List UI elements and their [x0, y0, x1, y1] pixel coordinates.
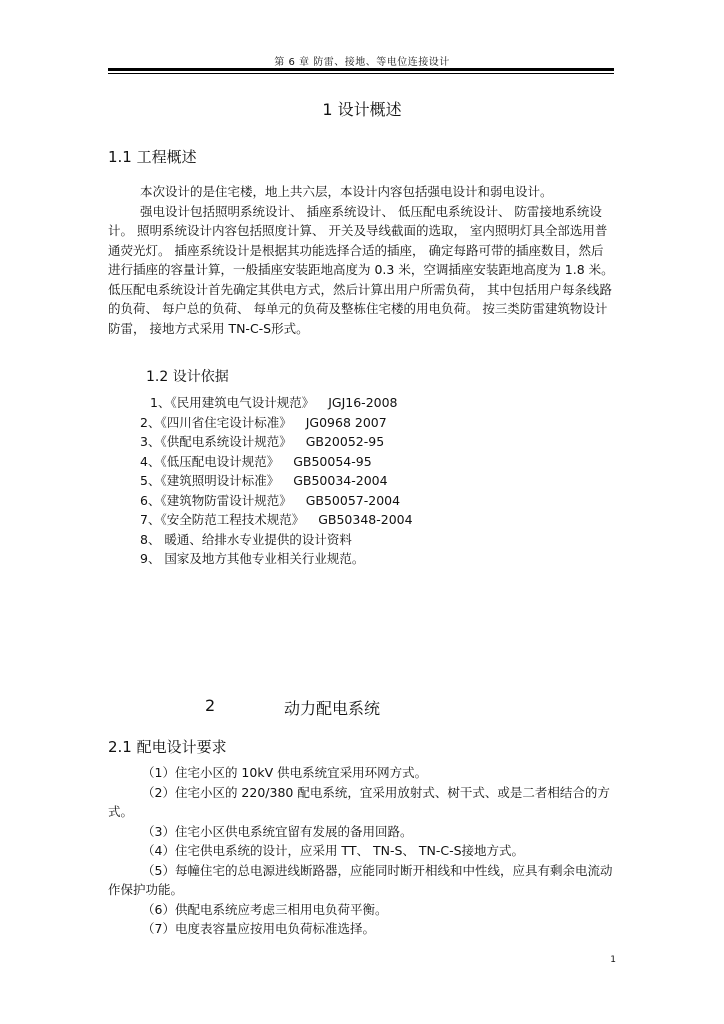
chapter-title: 1 设计概述 [322, 100, 402, 119]
requirement-item: （1）住宅小区的 10kV 供电系统宜采用环网方式。 [142, 765, 428, 780]
standard-name: 9、 国家及地方其他专业相关行业规范。 [140, 551, 365, 566]
standard-name: 1、《民用建筑电气设计规范》 [150, 395, 315, 410]
list-item [140, 471, 413, 491]
list-item [140, 549, 413, 569]
overview-paragraph-2: 强电设计包括照明系统设计、 插座系统设计、 低压配电系统设计、 防雷接地系统设计。 照明系统设计内容包括照度计算、 开关及导线截面的选取， 室内照明灯具全部选用普通荧光灯。 插座系统设计是根据其功能选择合适的插座， 确定每路可带的插座数目，然后进行插座的容量计算，一般插座安装距地高度为 0.3 米，空调插座安装距地高度为 1.8 米。低压配电系统设计首先确定其供电方式，然后计算出用户所需负荷， 其中包括用户每条线路的负荷、 每户总的负荷、 每单元的负荷及整栋住宅楼的用电负荷。 按三类防雷建筑物设计防雷， 接地方式采用 TN-C-S形式。 [108, 203, 614, 336]
overview-paragraphs [108, 182, 614, 338]
requirement-item: （3）住宅小区供电系统宜留有发展的备用回路。 [142, 823, 413, 839]
requirement-item: （6）供配电系统应考虑三相用电负荷平衡。 [142, 901, 388, 917]
section-2-title: 动力配电系统 [284, 699, 381, 718]
standard-code: GB50054-95 [293, 453, 372, 469]
standard-name: 3、《供配电系统设计规范》 [140, 434, 292, 449]
list-item [140, 491, 413, 511]
requirement-item: （7）电度表容量应按用电负荷标准选择。 [142, 921, 375, 936]
standard-code: JG0968 2007 [305, 414, 387, 430]
section-heading-1-1: 1.1 工程概述 [108, 148, 197, 166]
running-header: 第 6 章 防雷、接地、等电位连接设计 [274, 57, 450, 68]
list-item [140, 413, 413, 433]
standard-name: 2、《四川省住宅设计标准》 [140, 414, 292, 430]
standard-code: JGJ16-2008 [328, 395, 398, 410]
list-item [140, 452, 413, 472]
list-item [140, 510, 413, 530]
section-heading-1-2: 1.2 设计依据 [146, 369, 229, 385]
section-2-number: 2 [205, 696, 216, 715]
standard-name: 8、 暖通、给排水专业提供的设计资料 [140, 531, 352, 547]
overview-paragraph-1: 本次设计的是住宅楼，地上共六层，本设计内容包括强电设计和弱电设计。 [140, 184, 553, 199]
requirement-item: （4）住宅供电系统的设计，应采用 TT、 TN-S、 TN-C-S接地方式。 [142, 843, 525, 858]
list-item [140, 432, 413, 452]
page-number: 1 [610, 955, 616, 965]
standard-name: 5、《建筑照明设计标准》 [140, 473, 280, 488]
section-heading-2-1: 2.1 配电设计要求 [108, 738, 227, 756]
standard-name: 4、《低压配电设计规范》 [140, 453, 280, 469]
design-basis-list [140, 393, 413, 569]
standard-code: GB50348-2004 [318, 512, 413, 527]
standard-name: 6、《建筑物防雷设计规范》 [140, 492, 292, 508]
requirement-item: （5）每幢住宅的总电源进线断路器，应能同时断开相线和中性线，应具有剩余电流动作保护功能。 [108, 862, 613, 897]
standard-code: GB50057-2004 [305, 492, 401, 508]
header-rule-thin [108, 73, 614, 74]
header-rule [108, 68, 614, 71]
requirements-list [108, 763, 614, 939]
standard-name: 7、《安全防范工程技术规范》 [140, 512, 305, 527]
requirement-item: （2）住宅小区的 220/380 配电系统，宜采用放射式、树干式、或是二者相结合的方式。 [108, 784, 610, 819]
list-item [140, 530, 413, 550]
list-item [140, 393, 413, 413]
standard-code: GB50034-2004 [293, 473, 388, 488]
standard-code: GB20052-95 [305, 434, 385, 449]
